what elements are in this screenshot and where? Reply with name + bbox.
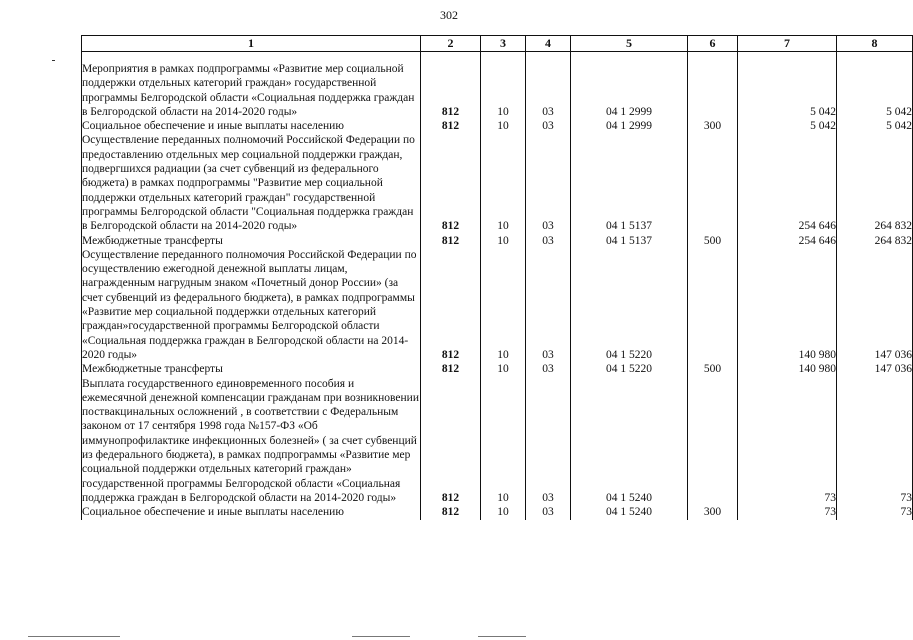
cell-amount-col8: 5 042 [837, 62, 913, 119]
cell-expense-type [688, 377, 738, 506]
cell-amount-col7: 254 646 [738, 133, 837, 233]
page-number: 302 [440, 8, 458, 22]
cell-ministry-code: 812 [421, 505, 481, 519]
cell-amount-col8: 264 832 [837, 133, 913, 233]
table-row [82, 362, 913, 376]
cell-target-article: 04 1 5220 [571, 248, 688, 362]
scan-mark [52, 60, 55, 61]
cell-amount-col8: 264 832 [837, 234, 913, 248]
cell-subsection: 03 [526, 62, 571, 119]
cell-expense-type [688, 133, 738, 233]
cell-expense-type: 500 [688, 362, 738, 376]
table-row [82, 119, 913, 133]
column-header: 1 [82, 36, 421, 52]
cell-target-article: 04 1 2999 [571, 119, 688, 133]
cell-subsection: 03 [526, 505, 571, 519]
cell-section: 10 [481, 248, 526, 362]
row-description: Мероприятия в рамках подпрограммы «Развитие мер социальной поддержки отдельных категорий граждан» государственной программы Белгородской области «Социальная поддержка граждан в Белгородской области на 2014-2020 годы» [82, 62, 421, 119]
cell-ministry-code: 812 [421, 248, 481, 362]
cell-expense-type [688, 62, 738, 119]
cell-target-article: 04 1 5137 [571, 234, 688, 248]
scan-edge-line [28, 636, 120, 637]
table-row [82, 505, 913, 519]
column-header: 2 [421, 36, 481, 52]
cell-amount-col7: 5 042 [738, 62, 837, 119]
cell-subsection: 03 [526, 133, 571, 233]
cell-amount-col8: 147 036 [837, 248, 913, 362]
cell-amount-col8: 73 [837, 505, 913, 519]
cell-amount-col7: 140 980 [738, 362, 837, 376]
cell-target-article: 04 1 5137 [571, 133, 688, 233]
cell-amount-col7: 254 646 [738, 234, 837, 248]
row-description: Межбюджетные трансферты [82, 234, 421, 248]
column-header: 7 [738, 36, 837, 52]
cell-target-article: 04 1 5240 [571, 505, 688, 519]
cell-amount-col8: 5 042 [837, 119, 913, 133]
column-header: 3 [481, 36, 526, 52]
cell-subsection: 03 [526, 248, 571, 362]
row-description: Осуществление переданного полномочия Российской Федерации по осуществлению ежегодной денежной выплаты лицам, награжденным нагрудным знаком «Почетный донор России» (за счет субвенций из федерального бюджета), в рамках подпрограммы «Развитие мер социальной поддержки отдельных категорий граждан»государственной программы Белгородской области «Социальная поддержка граждан в Белгородской области на 2014-2020 годы» [82, 248, 421, 362]
cell-amount-col7: 5 042 [738, 119, 837, 133]
scan-edge-line [478, 636, 526, 637]
cell-section: 10 [481, 133, 526, 233]
cell-section: 10 [481, 362, 526, 376]
cell-expense-type [688, 248, 738, 362]
cell-ministry-code: 812 [421, 133, 481, 233]
column-header: 6 [688, 36, 738, 52]
cell-expense-type: 300 [688, 119, 738, 133]
row-description: Межбюджетные трансферты [82, 362, 421, 376]
budget-table [81, 35, 913, 520]
cell-ministry-code: 812 [421, 362, 481, 376]
cell-subsection: 03 [526, 234, 571, 248]
table-row [82, 248, 913, 362]
cell-section: 10 [481, 234, 526, 248]
cell-ministry-code: 812 [421, 119, 481, 133]
cell-ministry-code: 812 [421, 377, 481, 506]
column-header: 5 [571, 36, 688, 52]
cell-amount-col7: 73 [738, 377, 837, 506]
cell-subsection: 03 [526, 362, 571, 376]
cell-subsection: 03 [526, 377, 571, 506]
row-description: Осуществление переданных полномочий Российской Федерации по предоставлению отдельных мер социальной поддержки граждан, подвергшихся радиации (за счет субвенций из федерального бюджета) в рамках подпрограммы "Развитие мер социальной поддержки отдельных категорий граждан" государственной программы Белгородской области "Социальная поддержка граждан в Белгородской области на 2014-2020 годы» [82, 133, 421, 233]
cell-amount-col7: 140 980 [738, 248, 837, 362]
cell-ministry-code: 812 [421, 234, 481, 248]
table-row [82, 133, 913, 233]
column-header: 4 [526, 36, 571, 52]
cell-amount-col7: 73 [738, 505, 837, 519]
cell-expense-type: 300 [688, 505, 738, 519]
column-header: 8 [837, 36, 913, 52]
spacer-row [82, 52, 913, 63]
row-description: Выплата государственного единовременного пособия и ежемесячной денежной компенсации гражданам при возникновении поствакцинальных осложнений , в соответствии с Федеральным законом от 17 сентября 1998 года №157-ФЗ «Об иммунопрофилактике инфекционных болезней» ( за счет субвенций из федерального бюджета), в рамках подпрограммы «Развитие мер социальной поддержки отдельных категорий граждан» государственной программы Белгородской области «Социальная поддержка граждан в Белгородской области на 2014-2020 годы» [82, 377, 419, 504]
cell-section: 10 [481, 377, 526, 506]
cell-amount-col8: 73 [837, 377, 913, 506]
table-row [82, 234, 913, 248]
cell-target-article: 04 1 2999 [571, 62, 688, 119]
cell-target-article: 04 1 5240 [571, 377, 688, 506]
cell-section: 10 [481, 505, 526, 519]
cell-section: 10 [481, 62, 526, 119]
cell-target-article: 04 1 5220 [571, 362, 688, 376]
cell-section: 10 [481, 119, 526, 133]
table-row [82, 62, 913, 119]
cell-subsection: 03 [526, 119, 571, 133]
row-description: Социальное обеспечение и иные выплаты населению [82, 505, 421, 519]
row-description: Социальное обеспечение и иные выплаты населению [82, 119, 421, 133]
cell-ministry-code: 812 [421, 62, 481, 119]
cell-expense-type: 500 [688, 234, 738, 248]
table-row [82, 377, 913, 506]
scan-edge-line [352, 636, 410, 637]
header-row [82, 36, 913, 52]
cell-amount-col8: 147 036 [837, 362, 913, 376]
